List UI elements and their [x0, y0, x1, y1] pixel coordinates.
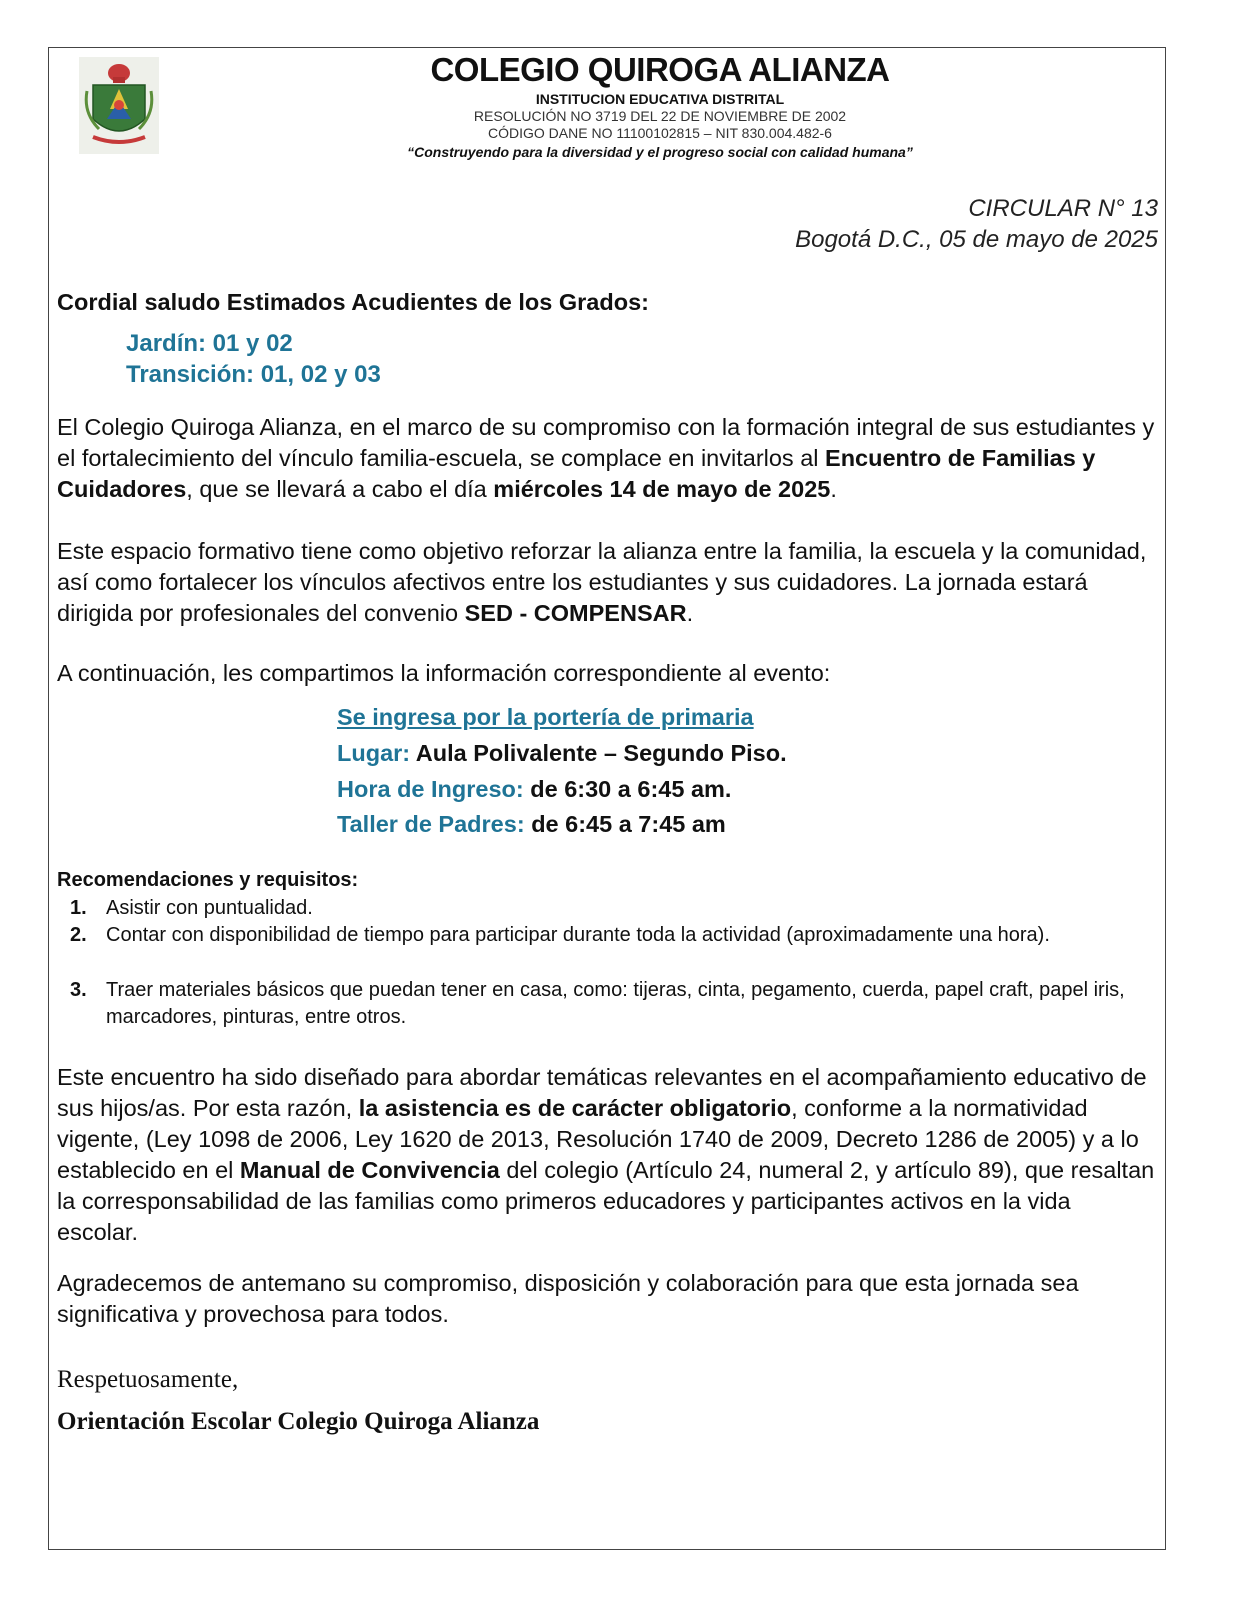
list-item — [70, 977, 1160, 1031]
entry-time-line — [337, 776, 731, 803]
place-value: Aula Polivalente – Segundo Piso. — [415, 740, 787, 766]
workshop-time-line — [337, 811, 726, 838]
school-crest-icon — [79, 57, 159, 154]
item-text: Contar con disponibilidad de tiempo para participar durante toda la actividad (aproximadamente una hora). — [106, 924, 1050, 946]
partner-name: SED - COMPENSAR — [464, 600, 687, 626]
obligation-text-2: , conforme a la normatividad vigente, (Ley 1098 de 2006, Ley 1620 de 2013, Resolución 1740 de 2009, Decreto 1286 de 2005) y a lo establecido en el — [57, 1095, 1139, 1183]
dane-nit-line: CÓDIGO DANE NO 11100102815 – NIT 830.004.482-6 — [488, 125, 832, 141]
info-intro: A continuación, les compartimos la información correspondiente al evento: — [57, 660, 831, 686]
item-number: 3. — [70, 979, 87, 1001]
obligation-emphasis: la asistencia es de carácter obligatorio — [358, 1095, 792, 1121]
item-text: Traer materiales básicos que puedan tener en casa, como: tijeras, cinta, pegamento, cuerda, papel craft, papel iris, marcadores, pinturas, entre otros. — [106, 979, 1125, 1028]
entry-time-value: de 6:30 a 6:45 am. — [530, 776, 732, 802]
purpose-text-2: . — [686, 600, 694, 626]
event-name: Encuentro de Familias y Cuidadores — [57, 445, 1096, 502]
school-motto: “Construyendo para la diversidad y el progreso social con calidad humana” — [407, 144, 913, 160]
place-label: Lugar: — [337, 740, 411, 766]
school-name: COLEGIO QUIROGA ALIANZA — [430, 51, 890, 88]
recommendations-title: Recomendaciones y requisitos: — [57, 869, 359, 891]
closing: Respetuosamente, — [57, 1366, 239, 1393]
thanks-paragraph: Agradecemos de antemano su compromiso, disposición y colaboración para que esta jornada sea significativa y provechosa para todos. — [57, 1270, 1079, 1327]
obligation-paragraph — [57, 1062, 1157, 1248]
place-line — [337, 740, 787, 767]
entrance-note: Se ingresa por la portería de primaria — [337, 704, 754, 730]
intro-text-3: . — [830, 476, 837, 502]
entry-time-label: Hora de Ingreso: — [337, 776, 524, 802]
list-item — [70, 922, 1160, 949]
intro-paragraph — [57, 412, 1157, 505]
grades-list — [126, 328, 381, 390]
intro-text-2: , que se llevará a cabo el día — [186, 476, 494, 502]
grade-transicion: Transición: 01, 02 y 03 — [126, 361, 381, 388]
workshop-time-value: de 6:45 a 7:45 am — [531, 811, 726, 837]
workshop-time-label: Taller de Padres: — [337, 811, 525, 837]
institution-type: INSTITUCION EDUCATIVA DISTRITAL — [535, 91, 785, 107]
item-number: 1. — [70, 897, 87, 919]
obligation-text-3: del colegio (Artículo 24, numeral 2, y artículo 89), que resaltan la corresponsabilidad de las familias como primeros educadores y participantes activos en la vida escolar. — [57, 1157, 1155, 1245]
event-date: miércoles 14 de mayo de 2025 — [493, 476, 831, 502]
resolution-line: RESOLUCIÓN NO 3719 DEL 22 DE NOVIEMBRE DE 2002 — [473, 108, 847, 124]
greeting: Cordial saludo Estimados Acudientes de los Grados: — [57, 289, 649, 315]
list-item — [70, 895, 1160, 922]
purpose-text: Este espacio formativo tiene como objetivo reforzar la alianza entre la familia, la escuela y la comunidad, así como fortalecer los vínculos afectivos entre los estudiantes y sus cuidadores. La jornada estará dirigida por profesionales del convenio — [57, 538, 1147, 626]
item-number: 2. — [70, 924, 87, 946]
manual-reference: Manual de Convivencia — [239, 1157, 500, 1183]
obligation-text: Este encuentro ha sido diseñado para abordar temáticas relevantes en el acompañamiento educativo de sus hijos/as. Por esta razón, — [57, 1064, 1147, 1121]
purpose-paragraph — [57, 536, 1157, 629]
signature: Orientación Escolar Colegio Quiroga Alianza — [57, 1408, 540, 1435]
intro-text: El Colegio Quiroga Alianza, en el marco de su compromiso con la formación integral de sus estudiantes y el fortalecimiento del vínculo familia-escuela, se complace en invitarlos al — [57, 414, 1155, 471]
circular-date: Bogotá D.C., 05 de mayo de 2025 — [795, 226, 1158, 253]
circular-number: CIRCULAR N° 13 — [968, 195, 1158, 222]
grade-jardin: Jardín: 01 y 02 — [126, 330, 293, 357]
item-text: Asistir con puntualidad. — [106, 897, 313, 919]
